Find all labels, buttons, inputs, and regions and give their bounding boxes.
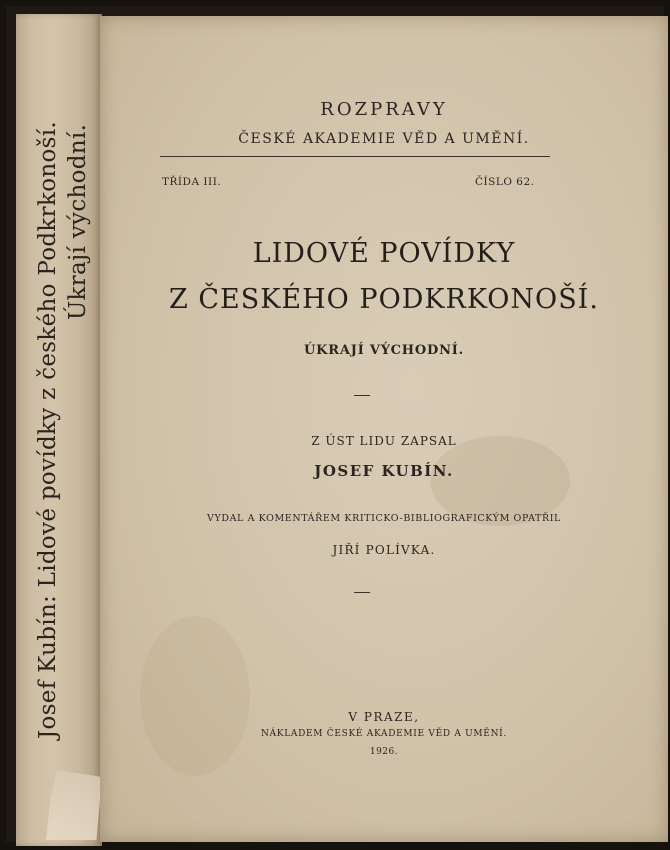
number-label: ČÍSLO 62. xyxy=(475,176,535,188)
book xyxy=(6,6,664,842)
book-title-line2: Z ČESKÉHO PODKRKONOŠÍ. xyxy=(169,284,599,315)
header-rule xyxy=(160,156,550,157)
publication-place: V PRAZE, xyxy=(348,710,420,724)
book-subtitle: ÚKRAJÍ VÝCHODNÍ. xyxy=(304,343,464,358)
divider-dash xyxy=(354,395,370,396)
collected-by: Z ÚST LIDU ZAPSAL xyxy=(311,434,457,448)
book-spine xyxy=(16,14,102,846)
edited-by: VYDAL A KOMENTÁŘEM KRITICKO-BIBLIOGRAFICKÝM OPATŘIL xyxy=(207,513,561,524)
series-title: ROZPRAVY xyxy=(320,99,448,120)
spine-subtitle xyxy=(65,124,91,320)
academy-name: ČESKÉ AKADEMIE VĚD A UMĚNÍ. xyxy=(238,131,530,147)
book-title-line1: LIDOVÉ POVÍDKY xyxy=(252,238,516,269)
spine-title xyxy=(35,121,61,739)
editor-name: JIŘÍ POLÍVKA. xyxy=(332,543,436,557)
publication-year: 1926. xyxy=(369,747,399,757)
spine-subtitle-text: Úkrají východní. xyxy=(65,123,91,321)
publisher: NÁKLADEM ČESKÉ AKADEMIE VĚD A UMĚNÍ. xyxy=(261,729,507,739)
spine-tear xyxy=(46,770,102,840)
class-label: TŘÍDA III. xyxy=(162,176,222,188)
divider-dash xyxy=(354,592,370,593)
spine-title-text: Josef Kubín: Lidové povídky z českého Podkrkonoší. xyxy=(35,121,61,739)
author-name: JOSEF KUBÍN. xyxy=(314,462,454,480)
front-cover xyxy=(100,16,668,842)
